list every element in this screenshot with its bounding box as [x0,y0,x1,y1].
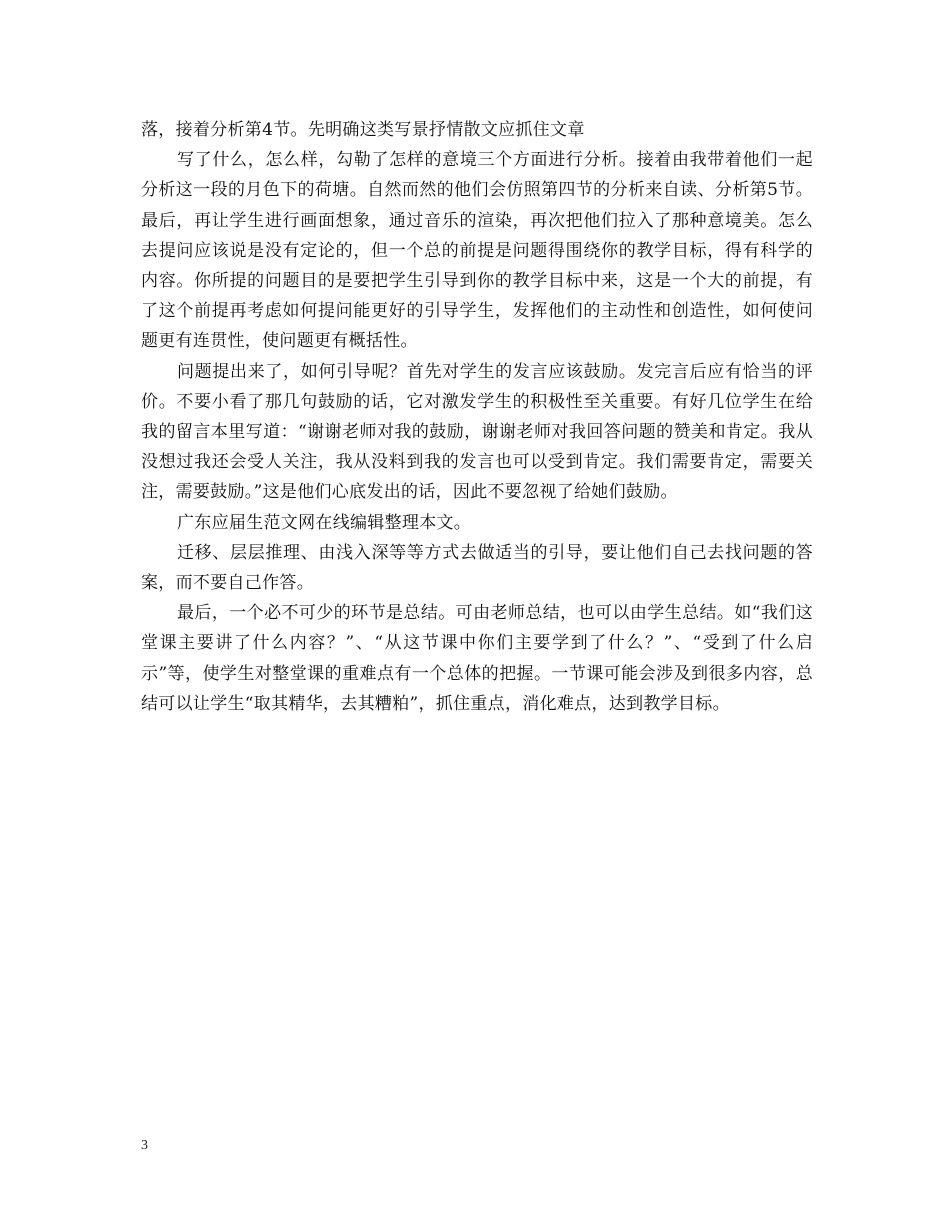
paragraph-4: 广东应届生范文网在线编辑整理本文。 [177,512,472,533]
paragraph-6: 最后，一个必不可少的环节是总结。可由老师总结，也可以由学生总结。如“我们这堂课主要讲了什么内容？”、“从这节课中你们主要学到了什么？”、“受到了什么启示”等，使学生对整堂课的重难点有一个总体的把握。一节课可能会涉及到很多内容，总结可以让学生“取其精华，去其糟粕”，抓住重点，消化难点，达到教学目标。 [141,603,813,714]
paragraph-3: 问题提出来了，如何引导呢？首先对学生的发言应该鼓励。发完言后应有恰当的评价。不要小看了那几句鼓励的话，它对激发学生的积极性至关重要。有好几位学生在给我的留言本里写道：“谢谢老师对我的鼓励，谢谢老师对我回答问题的赞美和肯定。我从没想过我还会受人关注，我从没料到我的发言也可以受到肯定。我们需要肯定，需要关注，需要鼓励。”这是他们心底发出的话，因此不要忽视了给她们鼓励。 [141,361,813,503]
paragraph-1: 落，接着分析第4节。先明确这类写景抒情散文应抓住文章 [141,120,585,140]
paragraph-2: 写了什么，怎么样，勾勒了怎样的意境三个方面进行分析。接着由我带着他们一起分析这一段的月色下的荷塘。自然而然的他们会仿照第四节的分析来自读、分析第5节。最后，再让学生进行画面想象，通过音乐的渲染，再次把他们拉入了那种意境美。怎么去提问应该说是没有定论的，但一个总的前提是问题得围绕你的教学目标，得有科学的内容。你所提的问题目的是要把学生引导到你的教学目标中来，这是一个大的前提，有了这个前提再考虑如何提问能更好的引导学生，发挥他们的主动性和创造性，如何使问题更有连贯性，使问题更有概括性。 [141,150,813,352]
paragraph-5: 迁移、层层推理、由浅入深等等方式去做适当的引导，要让他们自己去找问题的答案，而不要自己作答。 [141,542,813,594]
page-number: 3 [141,1138,148,1153]
document-body [141,115,813,719]
